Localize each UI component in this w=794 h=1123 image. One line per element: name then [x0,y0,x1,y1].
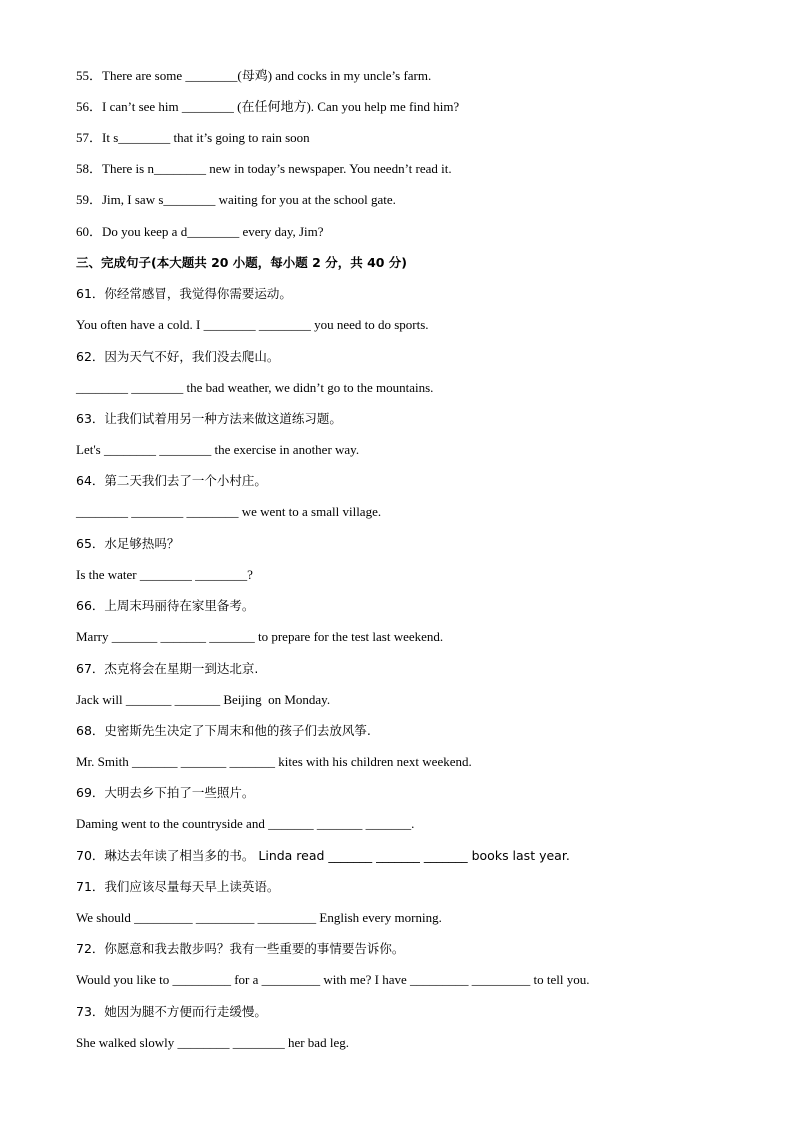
question-69-answer: Daming went to the countryside and _______ _______ _______. [76,816,415,831]
question-58: 58．There is n________ new in today’s newspaper. You needn’t read it. [76,161,452,176]
question-61-answer: You often have a cold. I ________ ________ you need to do sports. [76,317,429,332]
question-65-answer: Is the water ________ ________? [76,567,253,582]
question-62-answer: ________ ________ the bad weather, we didn’t go to the mountains. [76,380,434,395]
question-72-answer: Would you like to _________ for a _________ with me? I have _________ _________ to tell you. [76,972,590,987]
question-69-prompt: 69．大明去乡下拍了一些照片。 [76,785,255,800]
question-67-prompt: 67．杰克将会在星期一到达北京. [76,661,259,676]
question-68-answer: Mr. Smith _______ _______ _______ kites with his children next weekend. [76,754,472,769]
question-60: 60．Do you keep a d________ every day, Jim? [76,224,324,239]
question-73-answer: She walked slowly ________ ________ her bad leg. [76,1035,349,1050]
question-65-prompt: 65．水足够热吗？ [76,536,180,551]
question-72-prompt: 72．你愿意和我去散步吗？我有一些重要的事情要告诉你。 [76,941,405,956]
question-67-answer: Jack will _______ _______ Beijing on Monday. [76,692,331,707]
question-56: 56．I can’t see him ________ (在任何地方). Can you help me find him? [76,99,460,114]
question-64-prompt: 64．第二天我们去了一个小村庄。 [76,473,267,488]
question-68-prompt: 68．史密斯先生决定了下周末和他的孩子们去放风筝. [76,723,371,738]
question-64-answer: ________ ________ ________ we went to a small village. [76,504,382,519]
question-71-answer: We should _________ _________ _________ English every morning. [76,910,442,925]
question-59: 59．Jim, I saw s________ waiting for you at the school gate. [76,192,396,207]
question-70-prompt: 70．琳达去年读了相当多的书。 Linda read _______ _______ _______ books last year. [76,848,570,863]
question-63-prompt: 63．让我们试着用另一种方法来做这道练习题。 [76,411,342,426]
question-57: 57．It s________ that it’s going to rain soon [76,130,310,145]
question-55: 55．There are some ________(母鸡) and cocks in my uncle’s farm. [76,68,432,83]
section-heading: 三、完成句子(本大题共 20 小题，每小题 2 分，共 40 分) [76,255,408,270]
question-71-prompt: 71．我们应该尽量每天早上读英语。 [76,879,280,894]
question-73-prompt: 73．她因为腿不方便而行走缓慢。 [76,1004,267,1019]
question-62-prompt: 62．因为天气不好，我们没去爬山。 [76,349,280,364]
question-61-prompt: 61．你经常感冒，我觉得你需要运动。 [76,286,292,301]
question-66-prompt: 66．上周末玛丽待在家里备考。 [76,598,255,613]
question-66-answer: Marry _______ _______ _______ to prepare for the test last weekend. [76,629,444,644]
question-63-answer: Let's ________ ________ the exercise in another way. [76,442,360,457]
